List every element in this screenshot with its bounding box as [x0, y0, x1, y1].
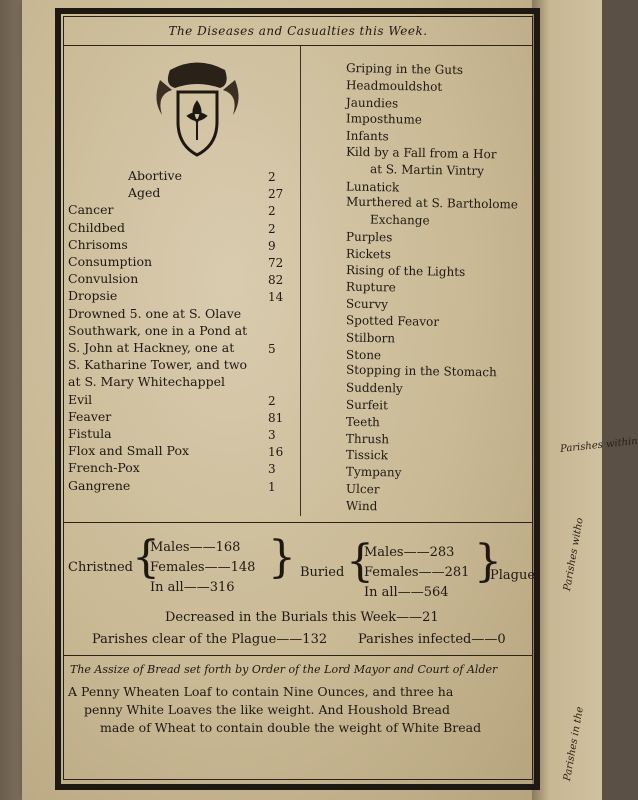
right-entry-label: Jaundies — [345, 95, 399, 111]
buried-brace-open: { — [346, 536, 374, 587]
christned-males: Males——168 — [150, 540, 241, 555]
left-entry-count: 82 — [268, 273, 284, 288]
left-entry-label: Cancer — [68, 202, 114, 218]
left-entry-label: Southwark, one in a Pond at — [68, 322, 248, 338]
left-entry-label: Evil — [68, 391, 93, 407]
right-entry-label: Kild by a Fall from a Hor — [345, 144, 497, 162]
assize-line-2: penny White Loaves the like weight. And Houshold Bread — [84, 702, 450, 717]
left-entry-label: Childbed — [68, 219, 126, 235]
left-entry-count: 2 — [268, 393, 276, 408]
right-entry-label: Stopping in the Stomach — [345, 363, 497, 380]
parishes-clear: Parishes clear of the Plague——132 — [92, 632, 328, 647]
right-entry-label: Thrush — [345, 431, 390, 446]
left-entry-count: 27 — [268, 187, 284, 202]
left-entry-count: 81 — [268, 410, 284, 425]
right-entry-label: Headmouldshot — [345, 77, 443, 94]
bill-title: The Diseases and Casualties this Week. — [168, 24, 428, 38]
facing-page-fragment-3: Parishes in the — [562, 705, 586, 782]
left-entry-count: 3 — [268, 462, 276, 477]
coat-of-arms-icon — [150, 60, 245, 160]
right-entry-label: Teeth — [345, 414, 380, 430]
facing-page-fragment-2: Parishes witho — [562, 516, 586, 592]
christned-brace-open: { — [132, 532, 160, 583]
left-entry-label: Flox and Small Pox — [68, 443, 190, 459]
right-entry-label: Purples — [345, 229, 393, 245]
christned-brace-close: } — [268, 532, 296, 583]
left-entry-count: 16 — [268, 445, 284, 460]
left-entry-count: 9 — [268, 238, 276, 253]
left-entry-count: 3 — [268, 428, 276, 442]
right-entry-label: Spotted Feavor — [345, 313, 440, 329]
right-entry-label: Wind — [345, 498, 378, 514]
assize-title: The Assize of Bread set forth by Order of the Lord Mayor and Court of Alder — [70, 663, 498, 676]
right-entry-label: Lunatick — [345, 179, 400, 195]
buried-brace-close: } — [474, 536, 502, 587]
left-entry-label: at S. Mary Whitechappel — [68, 374, 225, 390]
section-divider-2 — [63, 655, 533, 656]
left-entry-label: Consumption — [68, 254, 153, 269]
buried-label: Buried — [300, 565, 345, 580]
left-entry-label: Convulsion — [68, 271, 139, 287]
left-entry-label: S. John at Hackney, one at — [68, 340, 235, 355]
left-entry-count: 5 — [268, 342, 276, 356]
buried-males: Males——283 — [364, 545, 455, 560]
left-entry-label: Fistula — [68, 426, 112, 441]
right-entry-label: Imposthume — [345, 111, 423, 128]
left-entry-label: Dropsie — [68, 288, 118, 304]
buried-females: Females——281 — [364, 565, 470, 580]
left-entry-count: 1 — [268, 479, 276, 494]
left-entry-label: Drowned 5. one at S. Olave — [68, 305, 242, 321]
right-entry-label: Scurvy — [345, 296, 389, 312]
right-entry-label: Tissick — [345, 448, 389, 463]
left-entry-label: S. Katharine Tower, and two — [68, 357, 248, 373]
left-entry-label: Gangrene — [68, 477, 131, 493]
christned-inall: In all——316 — [150, 580, 235, 595]
left-entry-count: 14 — [268, 290, 284, 305]
column-divider — [300, 46, 301, 516]
assize-line-1: A Penny Wheaten Loaf to contain Nine Ounces, and three ha — [68, 684, 454, 699]
left-entry-count: 2 — [268, 221, 276, 236]
plague-label: Plague — [490, 568, 536, 583]
right-entry-label: Suddenly — [345, 380, 403, 396]
right-entry-label: Stone — [345, 347, 382, 362]
assize-line-3: made of Wheat to contain double the weight of White Bread — [100, 720, 482, 735]
left-entry-label: Chrisoms — [68, 236, 128, 252]
right-entry-label: Ulcer — [345, 481, 380, 497]
left-entry-label: French-Pox — [68, 460, 140, 476]
parishes-infected: Parishes infected——0 — [358, 632, 506, 647]
right-entry-label: Stilborn — [345, 330, 396, 346]
section-divider-1 — [63, 522, 533, 523]
buried-inall: In all——564 — [364, 585, 449, 600]
christned-label: Christned — [68, 560, 133, 575]
left-entry-label: Feaver — [68, 408, 112, 424]
left-entry-count: 2 — [268, 204, 276, 219]
left-entry-label: Aged — [128, 185, 161, 201]
right-entry-label: Griping in the Guts — [345, 60, 464, 78]
decreased-line: Decreased in the Burials this Week——21 — [165, 610, 439, 625]
facing-page-fragment-1: Parishes within — [559, 435, 638, 456]
left-entry-count: 2 — [268, 170, 276, 184]
right-entry-label: at S. Martin Vintry — [369, 161, 485, 178]
left-entry-count: 72 — [268, 256, 284, 270]
facing-page — [532, 0, 638, 800]
right-entry-label: Murthered at S. Bartholome — [345, 194, 519, 212]
right-entry-label: Tympany — [345, 464, 402, 480]
right-entry-label: Rickets — [345, 246, 392, 262]
right-entry-label: Rupture — [345, 279, 396, 295]
header-divider — [63, 45, 533, 46]
left-entry-label: Abortive — [128, 168, 183, 183]
christned-females: Females——148 — [150, 560, 256, 575]
right-entry-label: Rising of the Lights — [345, 262, 466, 279]
right-entry-label: Infants — [345, 128, 389, 144]
right-entry-label: Exchange — [369, 212, 430, 228]
right-entry-label: Surfeit — [345, 397, 389, 413]
